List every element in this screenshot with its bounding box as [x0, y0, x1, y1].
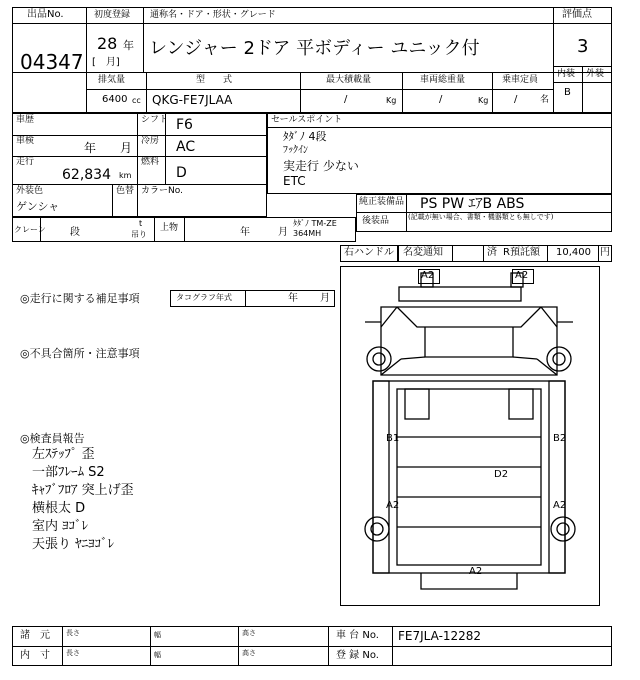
chassis-label: 車 台 No.: [336, 630, 379, 641]
shaken-label: 車検: [16, 136, 35, 146]
inspector-line-2: 一部ﾌﾚｰﾑ S2: [32, 465, 105, 480]
gross-weight-unit: Kg: [478, 96, 489, 105]
model-value: QKG-FE7JLAA: [152, 93, 233, 107]
capacity-label: 乗車定員: [502, 75, 539, 85]
standard-equipment-label: 純正装備品: [359, 197, 405, 207]
tacho-month: 月: [320, 293, 330, 304]
sales-point-1: ﾀﾀﾞﾉ 4段: [283, 130, 327, 143]
height-label: 高さ: [242, 629, 256, 637]
inspector-line-6: 天張り ﾔﾆﾖｺﾞﾚ: [32, 537, 115, 552]
shift-value: F6: [176, 117, 193, 133]
recycle-status: 済: [487, 247, 497, 258]
exterior-label: 外装: [586, 69, 605, 79]
score-value: 3: [577, 36, 589, 57]
gross-weight-value: /: [439, 94, 443, 105]
handle-label: 右ハンドル: [344, 247, 394, 258]
mark-a2-top-left: A2: [421, 270, 435, 281]
width-label-2: 幅: [154, 651, 161, 659]
ac-label: 冷房: [141, 136, 160, 146]
inner-dim-row-label: 内 寸: [20, 650, 50, 661]
inspector-line-3: ｷｬﾌﾞﾌﾛｱ 突上げ歪: [32, 483, 134, 498]
score-label: 評価点: [562, 9, 592, 20]
crane-label: クレーン: [14, 225, 46, 234]
recycle-amount: 10,400: [556, 247, 591, 258]
mark-d2: D2: [494, 469, 509, 480]
specs-row-label: 諸 元: [20, 630, 50, 641]
yen-unit: 円: [600, 247, 610, 258]
reg-year: 28: [97, 34, 118, 53]
capacity-value: /: [514, 94, 518, 105]
crane-month: 月: [278, 227, 288, 238]
tacho-year: 年: [288, 293, 298, 304]
tacho-label: タコグラフ年式: [176, 293, 232, 302]
mark-a2-top-right: A2: [515, 270, 529, 281]
mark-b1: B1: [386, 433, 400, 444]
cc-unit: cc: [132, 96, 141, 105]
chassis-number: FE7JLA-12282: [398, 629, 482, 643]
defects-heading: ◎不具合箇所・注意事項: [20, 347, 140, 360]
standard-equipment: PS PW ｴｱB ABS: [420, 196, 525, 212]
sales-points-label: セールスポイント: [271, 115, 343, 125]
history-label: 車歴: [16, 115, 35, 125]
mark-a2-bottom: A2: [469, 566, 483, 577]
inspector-heading: ◎検査員報告: [20, 432, 85, 445]
supplement-heading: ◎走行に関する補足事項: [20, 292, 140, 305]
mark-a2-left: A2: [386, 500, 400, 511]
interior-label: 内装: [557, 69, 576, 79]
registration-label: 登 録 No.: [336, 650, 379, 661]
crane-ton: t: [139, 219, 143, 228]
crane-lift: 吊り: [131, 230, 147, 239]
max-load-unit: Kg: [386, 96, 397, 105]
mileage-value: 62,834: [62, 167, 111, 183]
inspector-line-5: 室内 ﾖｺﾞﾚ: [32, 519, 89, 534]
shaken-year: 年: [84, 141, 97, 155]
reg-month: [ 月]: [92, 57, 120, 68]
displacement-value: 6400: [102, 94, 128, 105]
lot-label: 出品No.: [27, 9, 64, 20]
displacement-label: 排気量: [98, 75, 126, 85]
mark-b2: B2: [553, 433, 567, 444]
max-load-label: 最大積載量: [326, 75, 372, 85]
inspector-line-4: 横根太 D: [32, 501, 86, 516]
max-load-value: /: [344, 94, 348, 105]
length-label: 長さ: [66, 629, 80, 637]
ac-value: AC: [176, 139, 196, 155]
color-label: 外装色: [16, 186, 44, 196]
inspector-line-1: 左ｽﾃｯﾌﾟ 歪: [32, 447, 95, 462]
first-reg-label: 初度登録: [94, 10, 131, 20]
color-change-label: 色替: [116, 186, 135, 196]
sales-point-4: ETC: [283, 174, 306, 188]
mileage-label: 走行: [16, 157, 35, 167]
vehicle-name: レンジャー 2ドア 平ボディー ユニック付: [149, 38, 480, 59]
width-label: 幅: [154, 631, 161, 639]
color-value: ゲンシャ: [16, 200, 60, 213]
crane-year: 年: [240, 227, 250, 238]
length-label-2: 長さ: [66, 649, 80, 657]
crane-stages: 段: [70, 227, 80, 238]
capacity-unit: 名: [540, 95, 550, 105]
equipment-note: (記載が無い場合、書類・機器類とも無しです): [408, 213, 554, 221]
name-change-label: 名変通知: [403, 247, 443, 258]
fuel-label: 燃料: [141, 157, 160, 167]
shaken-month: 月: [120, 141, 133, 155]
sales-point-3: 実走行 少ない: [283, 159, 359, 173]
color-no-label: カラーNo.: [141, 186, 183, 196]
crane-model-1: ﾀﾀﾞﾉ TM-ZE: [293, 219, 337, 228]
height-label-2: 高さ: [242, 649, 256, 657]
sales-point-2: ﾌｯｸｲﾝ: [283, 145, 308, 156]
shift-label: シフト: [141, 115, 169, 125]
crane-model-2: 364MH: [293, 229, 322, 238]
model-label: 型 式: [196, 75, 233, 85]
gross-weight-label: 車両総重量: [420, 75, 466, 85]
reg-year-unit: 年: [123, 39, 134, 52]
recycle-label: R預託額: [503, 247, 540, 258]
fuel-value: D: [176, 165, 187, 181]
aftermarket-label: 後装品: [362, 216, 390, 226]
upper-body-label: 上物: [160, 223, 179, 233]
vehicle-name-label: 通称名・ドア・形状・グレード: [150, 10, 276, 20]
interior-grade: B: [564, 87, 571, 98]
mark-a2-right: A2: [553, 500, 567, 511]
km-unit: km: [119, 171, 132, 180]
lot-number: 04347: [20, 50, 84, 74]
